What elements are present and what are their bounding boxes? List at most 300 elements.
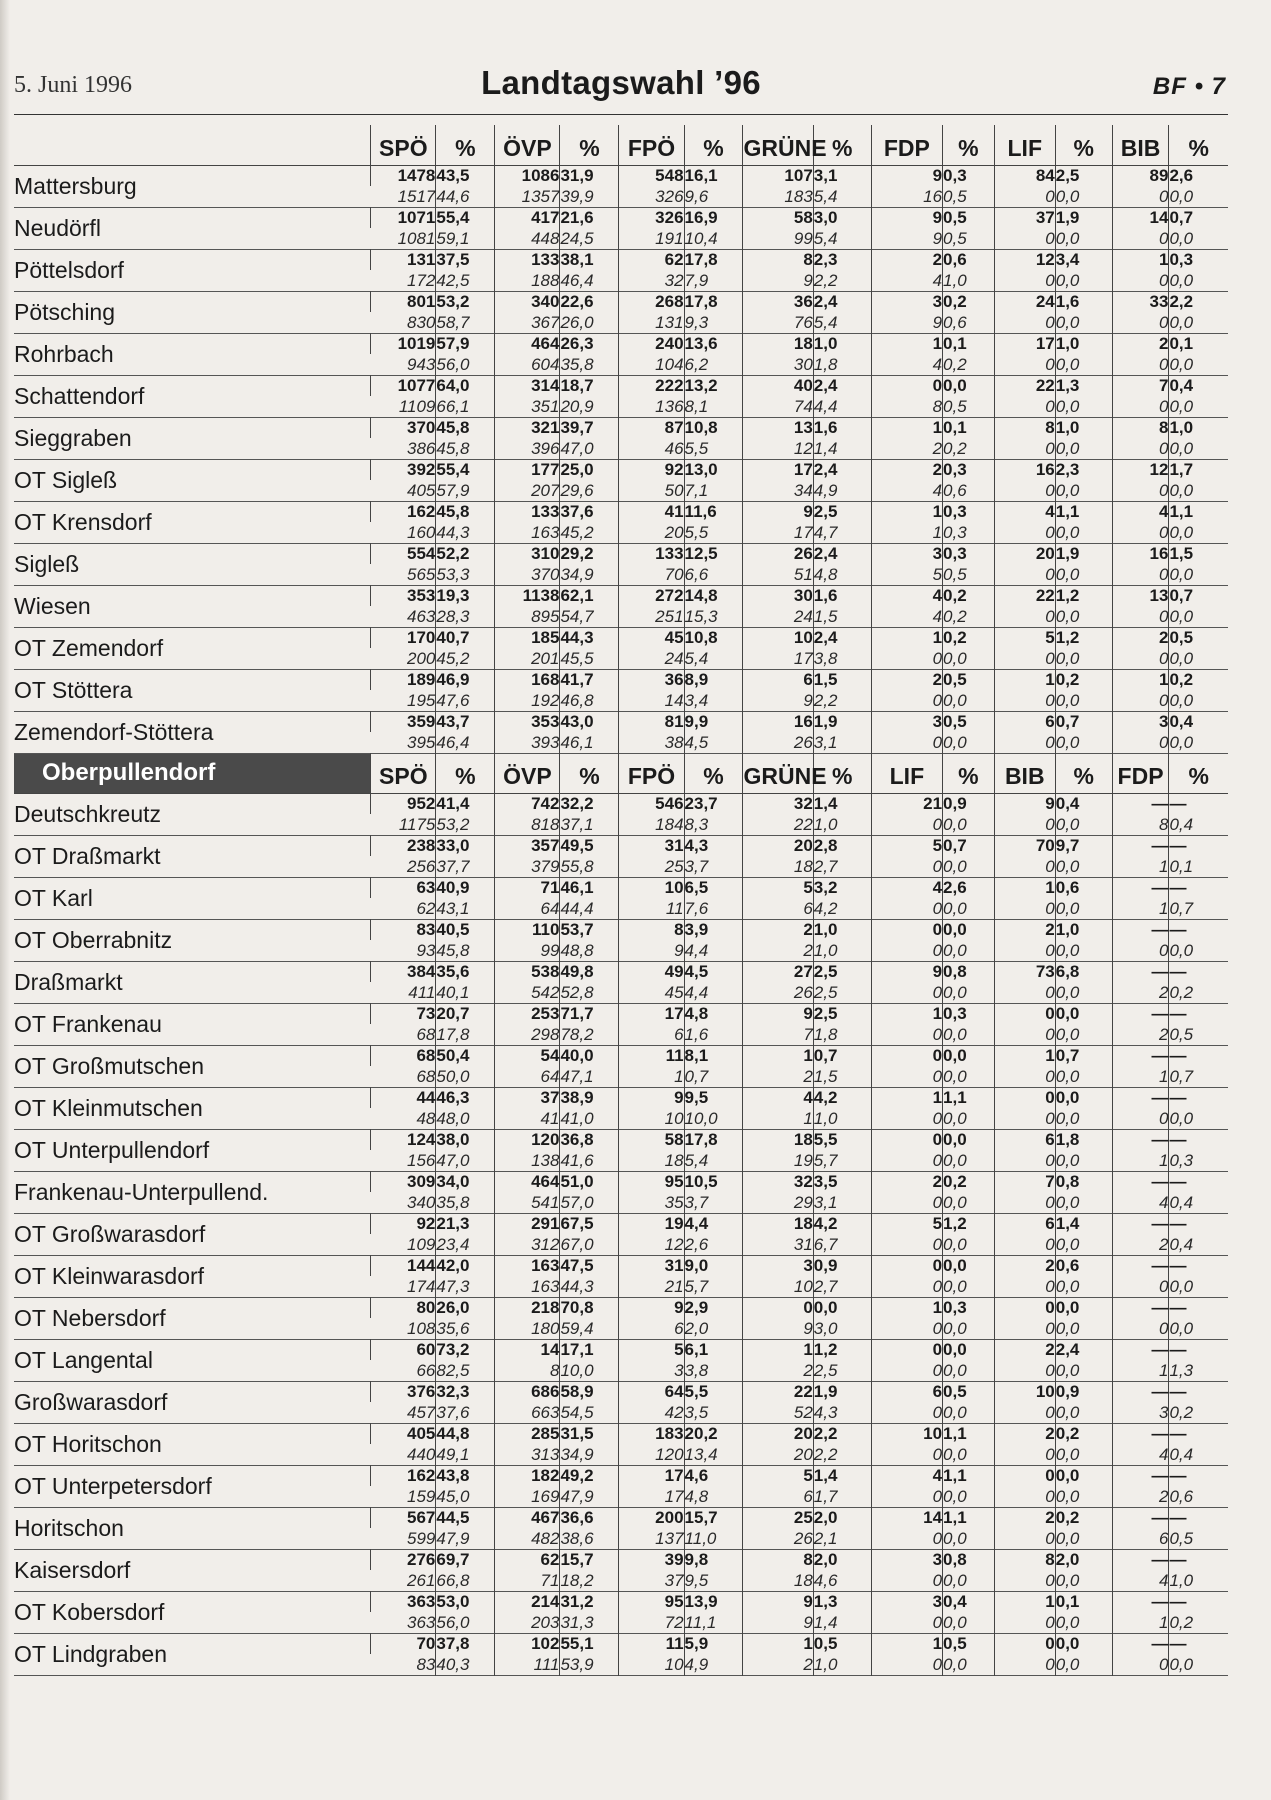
column-header: GRÜNE <box>743 753 813 793</box>
percent-cell: 38,6 <box>560 1528 619 1549</box>
votes-cell: — <box>1112 919 1169 940</box>
column-header: FDP <box>871 125 942 165</box>
votes-cell: 1517 <box>397 186 436 206</box>
percent-cell: 4,8 <box>684 1486 743 1507</box>
percent-cell: 1,1 <box>943 1465 995 1486</box>
votes-cell: 1 <box>871 1633 942 1654</box>
percent-cell: 44,8 <box>436 1423 495 1444</box>
percent-cell: 45,8 <box>436 438 495 459</box>
percent-cell: 0,0 <box>1055 1570 1112 1591</box>
percent-cell: 3,0 <box>813 207 871 228</box>
district-header-row <box>14 753 1228 793</box>
percent-cell: 0,1 <box>1055 1591 1112 1612</box>
percent-cell: 0,2 <box>1055 669 1112 690</box>
votes-cell: 16 <box>743 711 813 732</box>
percent-cell: 4,4 <box>813 396 871 417</box>
column-header: SPÖ <box>371 125 436 165</box>
votes-cell: 538 <box>495 961 560 982</box>
votes-cell: 0 <box>871 1528 942 1549</box>
percent-cell: 1,4 <box>813 438 871 459</box>
percent-cell: 44,6 <box>436 186 495 207</box>
votes-cell: 168 <box>495 669 560 690</box>
percent-cell: 31,3 <box>560 1612 619 1633</box>
percent-cell: 0,0 <box>1055 480 1112 501</box>
municipality-name: Großwarasdorf <box>14 1388 168 1415</box>
votes-cell: 1 <box>743 1339 813 1360</box>
percent-cell: 5,4 <box>684 1150 743 1171</box>
votes-cell: 0 <box>871 898 942 919</box>
percent-cell: 8,3 <box>684 814 743 835</box>
percent-cell: 6,6 <box>684 564 743 585</box>
percent-cell: 1,6 <box>1055 291 1112 312</box>
votes-cell: 6 <box>743 1486 813 1507</box>
column-header: % <box>1055 753 1112 793</box>
municipality-name: Zemendorf-Stöttera <box>14 718 214 745</box>
votes-cell: 1086 <box>495 165 560 186</box>
percent-cell: 0,0 <box>943 1024 995 1045</box>
votes-cell: 108 <box>407 1318 436 1338</box>
votes-cell: 92 <box>371 1213 436 1234</box>
percent-cell: 9,3 <box>684 312 743 333</box>
percent-cell: 3,5 <box>684 1402 743 1423</box>
votes-cell: 24 <box>994 291 1055 312</box>
votes-cell: 0 <box>994 648 1055 669</box>
percent-cell: 45,8 <box>436 417 495 438</box>
percent-cell: — <box>1169 877 1228 898</box>
votes-cell: 191 <box>619 228 684 249</box>
votes-cell: 4 <box>1112 1192 1169 1213</box>
percent-cell: 3,2 <box>813 877 871 898</box>
percent-cell: 0,0 <box>1169 690 1228 711</box>
votes-cell: 12 <box>994 249 1055 270</box>
municipality-name: OT Sigleß <box>14 466 118 493</box>
votes-cell: 189 <box>371 669 436 690</box>
votes-cell: 10 <box>871 1423 942 1444</box>
percent-cell: 82,5 <box>436 1360 495 1381</box>
percent-cell: 1,8 <box>813 354 871 375</box>
votes-cell: 2 <box>994 919 1055 940</box>
percent-cell: 41,7 <box>560 669 619 690</box>
votes-cell: 1 <box>1112 856 1169 877</box>
percent-cell: 0,0 <box>1169 312 1228 333</box>
percent-cell: 18,7 <box>560 375 619 396</box>
votes-cell: 20 <box>994 543 1055 564</box>
percent-cell: 66,8 <box>436 1570 495 1591</box>
percent-cell: 0,2 <box>1055 1423 1112 1444</box>
votes-cell: 163 <box>495 1255 560 1276</box>
votes-cell: 9 <box>871 961 942 982</box>
votes-cell: 1478 <box>371 165 436 186</box>
percent-cell: 2,2 <box>1169 291 1228 312</box>
municipality-name: Sieggraben <box>14 424 132 451</box>
votes-cell: 37 <box>495 1087 560 1108</box>
votes-cell: 1081 <box>397 228 436 248</box>
votes-cell: 0 <box>871 940 942 961</box>
percent-cell: 0,0 <box>943 1444 995 1465</box>
votes-cell: 9 <box>619 940 684 961</box>
percent-cell: 7,6 <box>684 898 743 919</box>
votes-cell: 285 <box>495 1423 560 1444</box>
votes-cell: 0 <box>1112 186 1169 207</box>
votes-cell: 417 <box>495 207 560 228</box>
votes-cell: 9 <box>743 270 813 291</box>
percent-cell: 0,0 <box>1055 1024 1112 1045</box>
votes-cell: 0 <box>994 898 1055 919</box>
percent-cell: 0,0 <box>943 982 995 1003</box>
percent-cell: 38,9 <box>560 1087 619 1108</box>
votes-cell: 0 <box>871 1402 942 1423</box>
percent-cell: — <box>1169 1549 1228 1570</box>
percent-cell: 40,9 <box>436 877 495 898</box>
percent-cell: 0,2 <box>943 606 995 627</box>
percent-cell: 5,7 <box>813 1150 871 1171</box>
votes-cell: 20 <box>743 1444 813 1465</box>
votes-cell: 541 <box>495 1192 560 1213</box>
votes-cell: 16 <box>871 186 942 207</box>
result-row-1996 <box>14 459 1228 480</box>
votes-cell: 22 <box>994 375 1055 396</box>
result-row-1996 <box>14 1591 1228 1612</box>
percent-cell: 0,6 <box>1169 1486 1228 1507</box>
percent-cell: 1,3 <box>1055 375 1112 396</box>
percent-cell: 0,4 <box>1169 375 1228 396</box>
votes-cell: 310 <box>495 543 560 564</box>
votes-cell: 0 <box>871 1318 942 1339</box>
votes-cell: 2 <box>871 459 942 480</box>
percent-cell: 2,6 <box>684 1234 743 1255</box>
percent-cell: 1,0 <box>943 270 995 291</box>
percent-cell: 4,2 <box>813 1213 871 1234</box>
percent-cell: 46,1 <box>560 732 619 753</box>
votes-cell: 10 <box>743 1276 813 1297</box>
percent-cell: 40,1 <box>436 982 495 1003</box>
percent-cell: 0,0 <box>1169 1108 1228 1129</box>
percent-cell: 0,0 <box>943 1255 995 1276</box>
percent-cell: 46,9 <box>436 669 495 690</box>
votes-cell: 0 <box>871 648 942 669</box>
votes-cell: 14 <box>619 690 684 711</box>
votes-cell: 93 <box>416 940 436 960</box>
votes-cell: 162 <box>371 1465 436 1486</box>
percent-cell: 4,8 <box>813 564 871 585</box>
percent-cell: 1,6 <box>813 417 871 438</box>
votes-cell: 3 <box>871 1591 942 1612</box>
votes-cell: 2 <box>743 919 813 940</box>
votes-cell: 0 <box>994 1633 1055 1654</box>
votes-cell: 4 <box>871 354 942 375</box>
percent-cell: 7,9 <box>684 270 743 291</box>
percent-cell: 9,5 <box>684 1570 743 1591</box>
votes-cell: 8 <box>1112 417 1169 438</box>
votes-cell: 314 <box>495 375 560 396</box>
votes-cell: 68 <box>371 1045 436 1066</box>
votes-cell: 21 <box>619 1276 684 1297</box>
percent-cell: 6,8 <box>1055 961 1112 982</box>
votes-cell: 64 <box>495 898 560 919</box>
votes-cell: 1 <box>1112 1150 1169 1171</box>
votes-cell: 8 <box>495 1360 560 1381</box>
result-row-1996 <box>14 919 1228 940</box>
votes-cell: 0 <box>994 1108 1055 1129</box>
percent-cell: 15,7 <box>560 1549 619 1570</box>
percent-cell: 5,4 <box>813 312 871 333</box>
percent-cell: 0,3 <box>943 165 995 186</box>
municipality-name: Mattersburg <box>14 172 137 199</box>
percent-cell: 0,1 <box>943 333 995 354</box>
votes-cell: 5 <box>871 835 942 856</box>
result-row-1996 <box>14 249 1228 270</box>
percent-cell: 0,7 <box>1169 207 1228 228</box>
percent-cell: 44,3 <box>560 1276 619 1297</box>
votes-cell: 25 <box>619 856 684 877</box>
percent-cell: 1,1 <box>1055 501 1112 522</box>
votes-cell: 14 <box>1112 207 1169 228</box>
percent-cell: 6,2 <box>684 354 743 375</box>
votes-cell: 396 <box>495 438 560 459</box>
percent-cell: 1,0 <box>813 1654 871 1675</box>
votes-cell: 109 <box>407 1234 436 1254</box>
percent-cell: 5,4 <box>813 228 871 249</box>
votes-cell: 60 <box>371 1339 436 1360</box>
votes-cell: 0 <box>871 1486 942 1507</box>
result-row-1996 <box>14 1171 1228 1192</box>
percent-cell: 0,3 <box>943 543 995 564</box>
percent-cell: 13,6 <box>684 333 743 354</box>
percent-cell: 53,2 <box>436 291 495 312</box>
municipality-name: OT Unterpetersdorf <box>14 1472 212 1499</box>
percent-cell: 2,5 <box>813 501 871 522</box>
votes-cell: 0 <box>994 732 1055 753</box>
votes-cell: 71 <box>495 1570 560 1591</box>
votes-cell: 4 <box>1112 1570 1169 1591</box>
percent-cell: 0,3 <box>943 1003 995 1024</box>
votes-cell: 70 <box>371 1633 436 1654</box>
result-row-1996 <box>14 165 1228 186</box>
votes-cell: 8 <box>619 919 684 940</box>
percent-cell: 0,5 <box>943 228 995 249</box>
percent-cell: 0,0 <box>1055 396 1112 417</box>
percent-cell: 43,0 <box>560 711 619 732</box>
result-row-1996 <box>14 793 1228 814</box>
percent-cell: 47,6 <box>436 690 495 711</box>
votes-cell: 2 <box>1112 1024 1169 1045</box>
percent-cell: 0,0 <box>1055 1612 1112 1633</box>
votes-cell: 0 <box>871 1654 942 1675</box>
percent-cell: 11,1 <box>684 1612 743 1633</box>
votes-cell: 291 <box>495 1213 560 1234</box>
votes-cell: 0 <box>1112 438 1169 459</box>
votes-cell: 64 <box>619 1381 684 1402</box>
result-row-1996 <box>14 543 1228 564</box>
percent-cell: 0,0 <box>1055 606 1112 627</box>
votes-cell: 182 <box>495 1465 560 1486</box>
page-edge-shadow <box>0 0 10 1800</box>
votes-cell: 62 <box>416 898 436 918</box>
votes-cell: 0 <box>871 1108 942 1129</box>
votes-cell: 395 <box>407 732 436 752</box>
percent-cell: 1,2 <box>943 1213 995 1234</box>
votes-cell: 1 <box>994 669 1055 690</box>
votes-cell: 0 <box>994 982 1055 1003</box>
votes-cell: 5 <box>994 627 1055 648</box>
percent-cell: 44,3 <box>436 522 495 543</box>
votes-cell: 0 <box>1112 522 1169 543</box>
votes-cell: 467 <box>495 1507 560 1528</box>
votes-cell: 174 <box>407 1276 436 1296</box>
percent-cell: 2,5 <box>813 982 871 1003</box>
votes-cell: 1 <box>994 1591 1055 1612</box>
percent-cell: 31,2 <box>560 1591 619 1612</box>
percent-cell: 0,0 <box>943 1570 995 1591</box>
votes-cell: 2 <box>994 1507 1055 1528</box>
column-header: % <box>436 125 495 165</box>
votes-cell: 9 <box>619 1297 684 1318</box>
percent-cell: 1,9 <box>813 711 871 732</box>
votes-cell: 0 <box>871 1570 942 1591</box>
result-row-1996 <box>14 375 1228 396</box>
column-header: % <box>1055 125 1112 165</box>
percent-cell: 19,3 <box>436 585 495 606</box>
votes-cell: 2 <box>871 669 942 690</box>
result-row-1996 <box>14 501 1228 522</box>
percent-cell: 42,0 <box>436 1255 495 1276</box>
percent-cell: 4,3 <box>684 835 743 856</box>
percent-cell: 1,0 <box>1169 1570 1228 1591</box>
percent-cell: 0,2 <box>943 354 995 375</box>
percent-cell: 0,3 <box>1169 1150 1228 1171</box>
votes-cell: 4 <box>871 585 942 606</box>
column-header: % <box>943 753 995 793</box>
percent-cell: 2,2 <box>813 270 871 291</box>
votes-cell: 16 <box>1112 543 1169 564</box>
percent-cell: 0,6 <box>1055 1255 1112 1276</box>
votes-cell: — <box>1112 1087 1169 1108</box>
votes-cell: 8 <box>743 249 813 270</box>
percent-cell: 55,4 <box>436 207 495 228</box>
votes-cell: 0 <box>871 1192 942 1213</box>
percent-cell: 3,4 <box>684 690 743 711</box>
percent-cell: 0,0 <box>943 940 995 961</box>
votes-cell: 73 <box>994 961 1055 982</box>
percent-cell: 50,0 <box>436 1066 495 1087</box>
votes-cell: 0 <box>871 1045 942 1066</box>
percent-cell: 0,1 <box>1169 856 1228 877</box>
percent-cell: 1,4 <box>813 1465 871 1486</box>
votes-cell: 0 <box>994 186 1055 207</box>
votes-cell: 27 <box>743 961 813 982</box>
votes-cell: 9 <box>871 312 942 333</box>
percent-cell: 0,3 <box>943 501 995 522</box>
municipality-name: OT Lindgraben <box>14 1640 168 1667</box>
votes-cell: 3 <box>1112 1402 1169 1423</box>
votes-cell: 2 <box>1112 1234 1169 1255</box>
votes-cell: 1019 <box>371 333 436 354</box>
votes-cell: 0 <box>994 690 1055 711</box>
votes-cell: 0 <box>871 1066 942 1087</box>
percent-cell: 0,2 <box>943 585 995 606</box>
votes-cell: — <box>1112 1381 1169 1402</box>
result-row-1996 <box>14 1045 1228 1066</box>
votes-cell: 0 <box>994 1402 1055 1423</box>
votes-cell: 0 <box>871 1360 942 1381</box>
percent-cell: 41,4 <box>436 793 495 814</box>
votes-cell: 0 <box>871 690 942 711</box>
votes-cell: 3 <box>871 543 942 564</box>
percent-cell: 2,5 <box>1055 165 1112 186</box>
votes-cell: 40 <box>743 375 813 396</box>
municipality-name: OT Draßmarkt <box>14 842 161 869</box>
result-row-1996 <box>14 1381 1228 1402</box>
percent-cell: 2,2 <box>813 690 871 711</box>
votes-cell: 99 <box>495 940 560 961</box>
percent-cell: 31,9 <box>560 165 619 186</box>
percent-cell: 0,8 <box>943 961 995 982</box>
issue-date: 5. Juni 1996 <box>14 72 133 98</box>
percent-cell: 40,5 <box>436 919 495 940</box>
percent-cell: 17,8 <box>684 291 743 312</box>
result-row-1996 <box>14 417 1228 438</box>
votes-cell: 62 <box>495 1549 560 1570</box>
votes-cell: 1 <box>1112 1066 1169 1087</box>
votes-cell: 169 <box>495 1486 560 1507</box>
percent-cell: 0,5 <box>943 669 995 690</box>
votes-cell: 0 <box>994 1612 1055 1633</box>
percent-cell: 2,1 <box>813 1528 871 1549</box>
votes-cell: 26 <box>743 732 813 753</box>
votes-cell: 2 <box>871 249 942 270</box>
percent-cell: 36,8 <box>560 1129 619 1150</box>
votes-cell: 0 <box>994 1087 1055 1108</box>
municipality-name: Pötsching <box>14 298 116 325</box>
result-row-1996 <box>14 1339 1228 1360</box>
percent-cell: — <box>1169 1465 1228 1486</box>
votes-cell: 19 <box>619 1213 684 1234</box>
percent-cell: 12,5 <box>684 543 743 564</box>
votes-cell: 38 <box>619 732 684 753</box>
votes-cell: 63 <box>371 877 436 898</box>
votes-cell: 14 <box>495 1339 560 1360</box>
votes-cell: 370 <box>371 417 436 438</box>
percent-cell: 57,9 <box>436 333 495 354</box>
percent-cell: 20,7 <box>436 1003 495 1024</box>
votes-cell: 376 <box>371 1381 436 1402</box>
percent-cell: 0,0 <box>1055 1402 1112 1423</box>
votes-cell: 411 <box>408 982 436 1002</box>
votes-cell: 742 <box>495 793 560 814</box>
votes-cell: 0 <box>1112 312 1169 333</box>
percent-cell: 51,0 <box>560 1171 619 1192</box>
votes-cell: 201 <box>495 648 560 669</box>
percent-cell: 6,1 <box>684 1339 743 1360</box>
votes-cell: 120 <box>619 1444 684 1465</box>
percent-cell: 44,4 <box>560 898 619 919</box>
votes-cell: 18 <box>743 1213 813 1234</box>
percent-cell: 13,9 <box>684 1591 743 1612</box>
percent-cell: 0,0 <box>1055 1108 1112 1129</box>
votes-cell: 542 <box>495 982 560 1003</box>
percent-cell: — <box>1169 1507 1228 1528</box>
votes-cell: 0 <box>871 1255 942 1276</box>
votes-cell: 138 <box>495 1150 560 1171</box>
percent-cell: 0,5 <box>1169 1528 1228 1549</box>
votes-cell: 1 <box>743 1108 813 1129</box>
votes-cell: 0 <box>1112 732 1169 753</box>
percent-cell: 43,5 <box>436 165 495 186</box>
percent-cell: 0,7 <box>1169 585 1228 606</box>
percent-cell: 10,5 <box>684 1171 743 1192</box>
votes-cell: 1 <box>743 1633 813 1654</box>
result-row-1996 <box>14 1507 1228 1528</box>
